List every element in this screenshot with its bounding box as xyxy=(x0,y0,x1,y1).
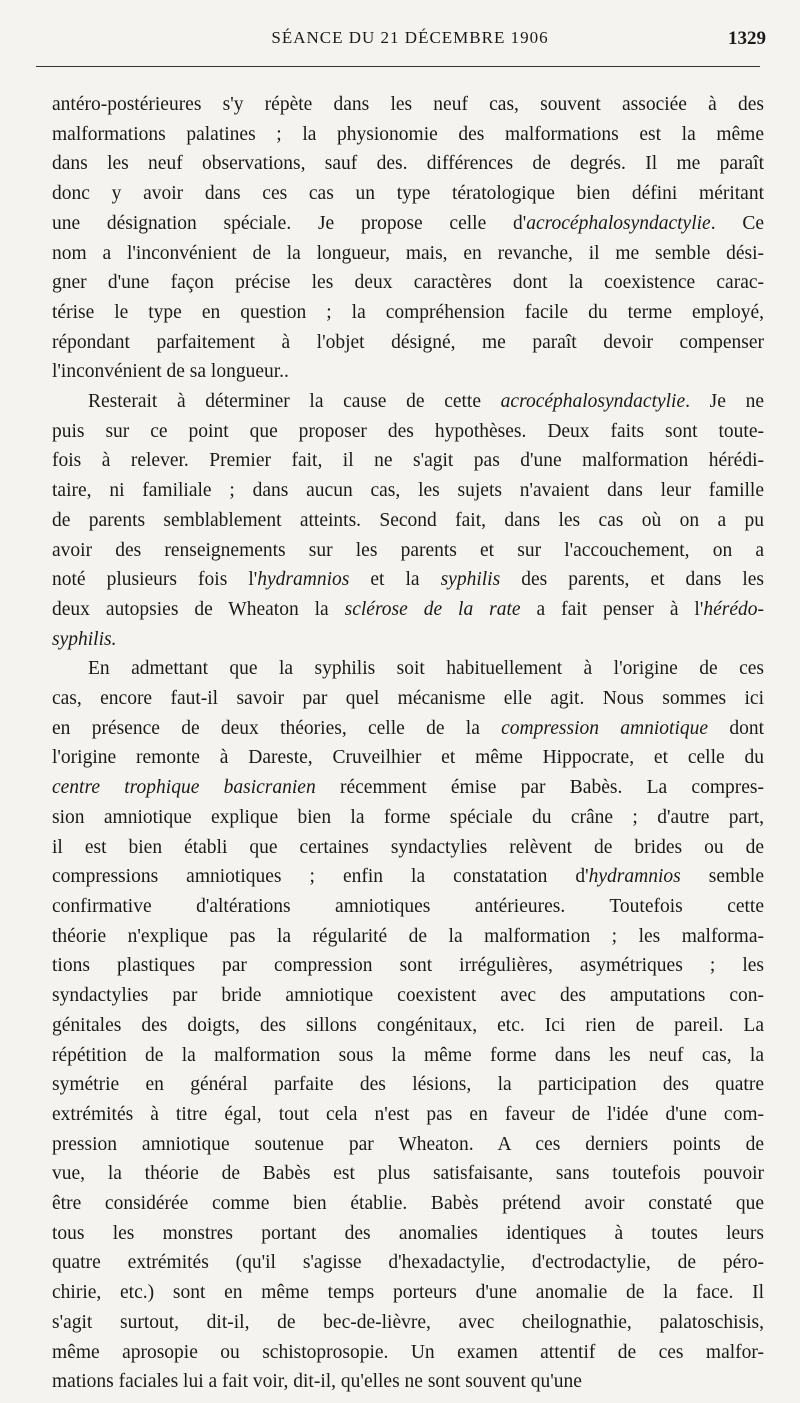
text-line: vue, la théorie de Babès est plus satisfaisante, sans toutefois pouvoir xyxy=(52,1163,764,1185)
text-line: malformations palatines ; la physionomie des malformations est la même xyxy=(52,123,764,145)
text-line: même aprosopie ou schistoprosopie. Un examen attentif de ces malfor- xyxy=(52,1341,764,1363)
text-line: noté plusieurs fois l'hydramnios et la syphilis des parents, et dans les xyxy=(52,569,764,591)
text-line: Resterait à déterminer la cause de cette acrocéphalosyndactylie. Je ne xyxy=(88,391,764,413)
text-line: symétrie en général parfaite des lésions, la participation des quatre xyxy=(52,1074,764,1096)
body-text xyxy=(52,90,764,1397)
text-line: fois à relever. Premier fait, il ne s'agit pas d'une malformation hérédi- xyxy=(52,450,764,472)
text-line: tous les monstres portant des anomalies identiques à toutes leurs xyxy=(52,1222,764,1244)
text-line: théorie n'explique pas la régularité de la malformation ; les malforma- xyxy=(52,925,764,947)
text-line: térise le type en question ; la compréhension facile du terme employé, xyxy=(52,301,764,323)
text-line: confirmative d'altérations amniotiques antérieures. Toutefois cette xyxy=(52,895,764,917)
text-line: répétition de la malformation sous la même forme dans les neuf cas, la xyxy=(52,1044,764,1066)
text-line: taire, ni familiale ; dans aucun cas, les sujets n'avaient dans leur famille xyxy=(52,480,764,502)
text-line: il est bien établi que certaines syndactylies relèvent de brides ou de xyxy=(52,836,764,858)
text-line: En admettant que la syphilis soit habituellement à l'origine de ces xyxy=(88,658,764,680)
text-line: centre trophique basicranien récemment émise par Babès. La compres- xyxy=(52,777,764,799)
text-line: nom a l'inconvénient de la longueur, mais, en revanche, il me semble dési- xyxy=(52,242,764,264)
text-line: puis sur ce point que proposer des hypothèses. Deux faits sont toute- xyxy=(52,420,764,442)
text-line: l'origine remonte à Dareste, Cruveilhier et même Hippocrate, et celle du xyxy=(52,747,764,769)
text-line: l'inconvénient de sa longueur.. xyxy=(52,361,289,383)
text-line: syndactylies par bride amniotique coexistent avec des amputations con- xyxy=(52,985,764,1007)
paragraph xyxy=(52,387,764,654)
text-line: deux autopsies de Wheaton la sclérose de la rate a fait penser à l'hérédo- xyxy=(52,598,764,620)
text-line: en présence de deux théories, celle de la compression amniotique dont xyxy=(52,717,764,739)
paragraph xyxy=(52,654,764,1397)
header-title: SÉANCE DU 21 DÉCEMBRE 1906 xyxy=(271,28,549,47)
text-line: avoir des renseignements sur les parents et sur l'accouchement, on a xyxy=(52,539,764,561)
text-line: chirie, etc.) sont en même temps porteurs d'une anomalie de la face. Il xyxy=(52,1282,764,1304)
text-line: de parents semblablement atteints. Second fait, dans les cas où on a pu xyxy=(52,509,764,531)
text-line: dans les neuf observations, sauf des. différences de degrés. Il me paraît xyxy=(52,153,764,175)
text-line: quatre extrémités (qu'il s'agisse d'hexadactylie, d'ectrodactylie, de péro- xyxy=(52,1252,764,1274)
text-line: génitales des doigts, des sillons congénitaux, etc. Ici rien de pareil. La xyxy=(52,1014,764,1036)
paragraph xyxy=(52,90,764,387)
text-line: être considérée comme bien établie. Babès prétend avoir constaté que xyxy=(52,1193,764,1215)
text-line: tions plastiques par compression sont irrégulières, asymétriques ; les xyxy=(52,955,764,977)
text-line: extrémités à titre égal, tout cela n'est pas en faveur de l'idée d'une com- xyxy=(52,1103,764,1125)
text-line: donc y avoir dans ces cas un type tératologique bien défini méritant xyxy=(52,183,764,205)
header-rule xyxy=(36,66,760,67)
text-line: s'agit surtout, dit-il, de bec-de-lièvre, avec cheilognathie, palatoschisis, xyxy=(52,1311,764,1333)
text-line: syphilis. xyxy=(52,628,117,650)
text-line: gner d'une façon précise les deux caractères dont la coexistence carac- xyxy=(52,272,764,294)
text-line: antéro-postérieures s'y répète dans les neuf cas, souvent associée à des xyxy=(52,94,764,115)
running-header xyxy=(54,28,766,64)
text-line: pression amniotique soutenue par Wheaton. A ces derniers points de xyxy=(52,1133,764,1155)
text-line: répondant parfaitement à l'objet désigné, me paraît devoir compenser xyxy=(52,331,764,353)
text-line: une désignation spéciale. Je propose celle d'acrocéphalosyndactylie. Ce xyxy=(52,212,764,234)
text-line: compressions amniotiques ; enfin la constatation d'hydramnios semble xyxy=(52,866,764,888)
text-line: mations faciales lui a fait voir, dit-il, qu'elles ne sont souvent qu'une xyxy=(52,1371,582,1393)
page-number: 1329 xyxy=(728,28,766,49)
text-line: sion amniotique explique bien la forme spéciale du crâne ; d'autre part, xyxy=(52,806,764,828)
text-line: cas, encore faut-il savoir par quel mécanisme elle agit. Nous sommes ici xyxy=(52,688,764,710)
